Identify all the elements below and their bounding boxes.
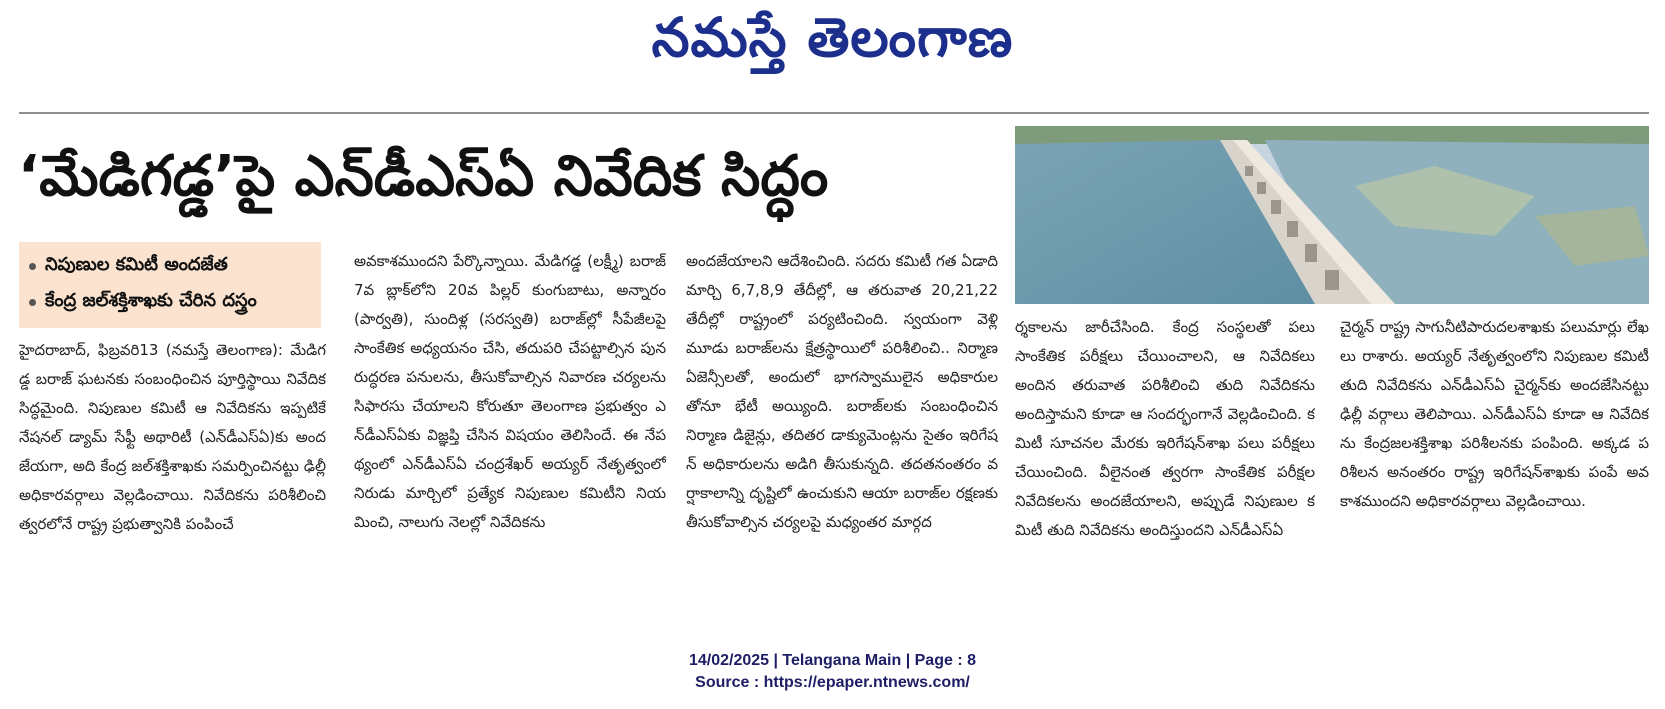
barrage-photo bbox=[1015, 126, 1649, 304]
bullet-icon bbox=[29, 299, 36, 306]
article-highlights-box bbox=[19, 242, 321, 328]
page-footer bbox=[0, 650, 1665, 694]
footer-edition-info: 14/02/2025 | Telangana Main | Page : 8 bbox=[688, 652, 976, 669]
article-column-5: చైర్మన్‌ రాష్ట్ర సాగునీటిపారుదలశాఖకు పలుమార్లు లేఖలు రాశారు. అయ్యర్‌ నేతృత్వంలోని నిపుణుల కమిటీ తుది నివేదికను ఎన్‌డీఎస్‌ఏ చైర్మన్‌కు అందజేసినట్టు ఢిల్లీ వర్గాలు తెలిపాయి. ఎన్‌డీఎస్‌ఏ కూడా ఆ నివేదికను కేంద్రజలశక్తిశాఖ పరిశీలనకు పంపింది. అక్కడ పరిశీలన అనంతరం రాష్ట్ర ఇరిగేషన్‌శాఖకు పంపే అవకాశముందని అధికారవర్గాలు వెల్లడించాయి. bbox=[1340, 318, 1649, 510]
article-column-4: ర్శకాలను జారీచేసింది. కేంద్ర సంస్థలతో పలు సాంకేతిక పరీక్షలు చేయించాలని, ఆ నివేదికలు అందిన తరువాత పరిశీలించి తుది నివేదికను అందిస్తామని కూడా ఆ సందర్భంగానే వెల్లడించింది. కమిటీ సూచనల మేరకు ఇరిగేషన్‌శాఖ పలు పరీక్షలు చేయించింది. వీలైనంత త్వరగా సాంకేతిక పరీక్షల నివేదికలను అందజేయాలని, అప్పుడే నిపుణుల కమిటీ తుది నివేదికను అందిస్తుందని ఎన్‌డీఎస్‌ఏ bbox=[1015, 318, 1315, 539]
article-column-1: హైదరాబాద్‌, ఫిబ్రవరి13 (నమస్తే తెలంగాణ): మేడిగడ్డ బరాజ్‌ ఘటనకు సంబంధించిన పూర్తిస్థాయి నివేదిక సిద్ధమైంది. నిపుణుల కమిటీ ఆ నివేదికను ఇప్పటికే నేషనల్‌ డ్యామ్‌ సేఫ్టీ అథారిటీ (ఎన్‌డీఎస్‌ఏ)కు అందజేయగా, అది కేంద్ర జల్‌శక్తిశాఖకు సమర్పించినట్టు ఢిల్లీ అధికారవర్గాలు వెల్లడించాయి. నివేదికను పరిశీలించి త్వరలోనే రాష్ట్ర ప్రభుత్వానికి పంపించే bbox=[19, 341, 326, 533]
highlight-item bbox=[29, 248, 311, 284]
article-column-3: అందజేయాలని ఆదేశించింది. సదరు కమిటీ గత ఏడాది మార్చి 6,7,8,9 తేదీల్లో, ఆ తరువాత 20,21,22 తేదీల్లో రాష్ట్రంలో పర్యటించింది. స్వయంగా వెళ్లి మూడు బరాజ్‌లను క్షేత్రస్థాయిలో పరిశీలించి.. నిర్మాణ ఏజెన్సీలతో, అందులో భాగస్వాములైన అధికారులతోనూ భేటీ అయ్యింది. బరాజ్‌లకు సంబంధించిన నిర్మాణ డిజైన్లు, తదితర డాక్యుమెంట్లను సైతం ఇరిగేషన్‌ అధికారులను అడిగి తీసుకున్నది. తదతనంతరం వర్షాకాలాన్ని దృష్టిలో ఉంచుకుని ఆయా బరాజ్‌ల రక్షణకు తీసుకోవాల్సిన చర్యలపై మధ్యంతర మార్గద bbox=[686, 252, 998, 531]
article-headline: ‘మేడిగడ్డ’పై ఎన్‌డీఎస్‌ఏ నివేదిక సిద్ధం bbox=[18, 144, 829, 209]
highlight-text: కేంద్ర జల్‌శక్తిశాఖకు చేరిన దస్త్రం bbox=[45, 289, 257, 311]
footer-source-link[interactable]: Source : https://epaper.ntnews.com/ bbox=[695, 674, 970, 691]
bullet-icon bbox=[29, 263, 36, 270]
newspaper-masthead bbox=[0, 4, 1665, 84]
highlight-item bbox=[29, 284, 311, 320]
masthead-title: నమస్తే తెలంగాణ bbox=[651, 5, 1014, 69]
article-column-2: అవకాశముందని పేర్కొన్నాయి. మేడిగడ్డ (లక్ష్మీ) బరాజ్‌ 7వ బ్లాక్‌లోని 20వ పిల్లర్‌ కుంగుబాటు, అన్నారం (పార్వతి), సుందిళ్ల (సరస్వతి) బరాజ్‌ల్లో సీపేజీలపై సాంకేతిక అధ్యయనం చేసి, తదుపరి చేపట్టాల్సిన పునరుద్ధరణ పనులను, తీసుకోవాల్సిన నివారణ చర్యలను సిఫారసు చేయాలని కోరుతూ తెలంగాణ ప్రభుత్వం ఎన్‌డీఎస్‌ఏకు విజ్ఞప్తి చేసిన విషయం తెలిసిందే. ఈ నేపథ్యంలో ఎన్‌డీఎస్‌ఏ చంద్రశేఖర్‌ అయ్యర్‌ నేతృత్వంలో నిరుడు మార్చిలో ప్రత్యేక నిపుణుల కమిటీని నియమించి, నాలుగు నెలల్లో నివేదికను bbox=[354, 252, 666, 531]
barrage-photo-illustration bbox=[1015, 126, 1649, 304]
highlight-text: నిపుణుల కమిటీ అందజేత bbox=[45, 253, 228, 275]
masthead-divider bbox=[19, 112, 1649, 114]
